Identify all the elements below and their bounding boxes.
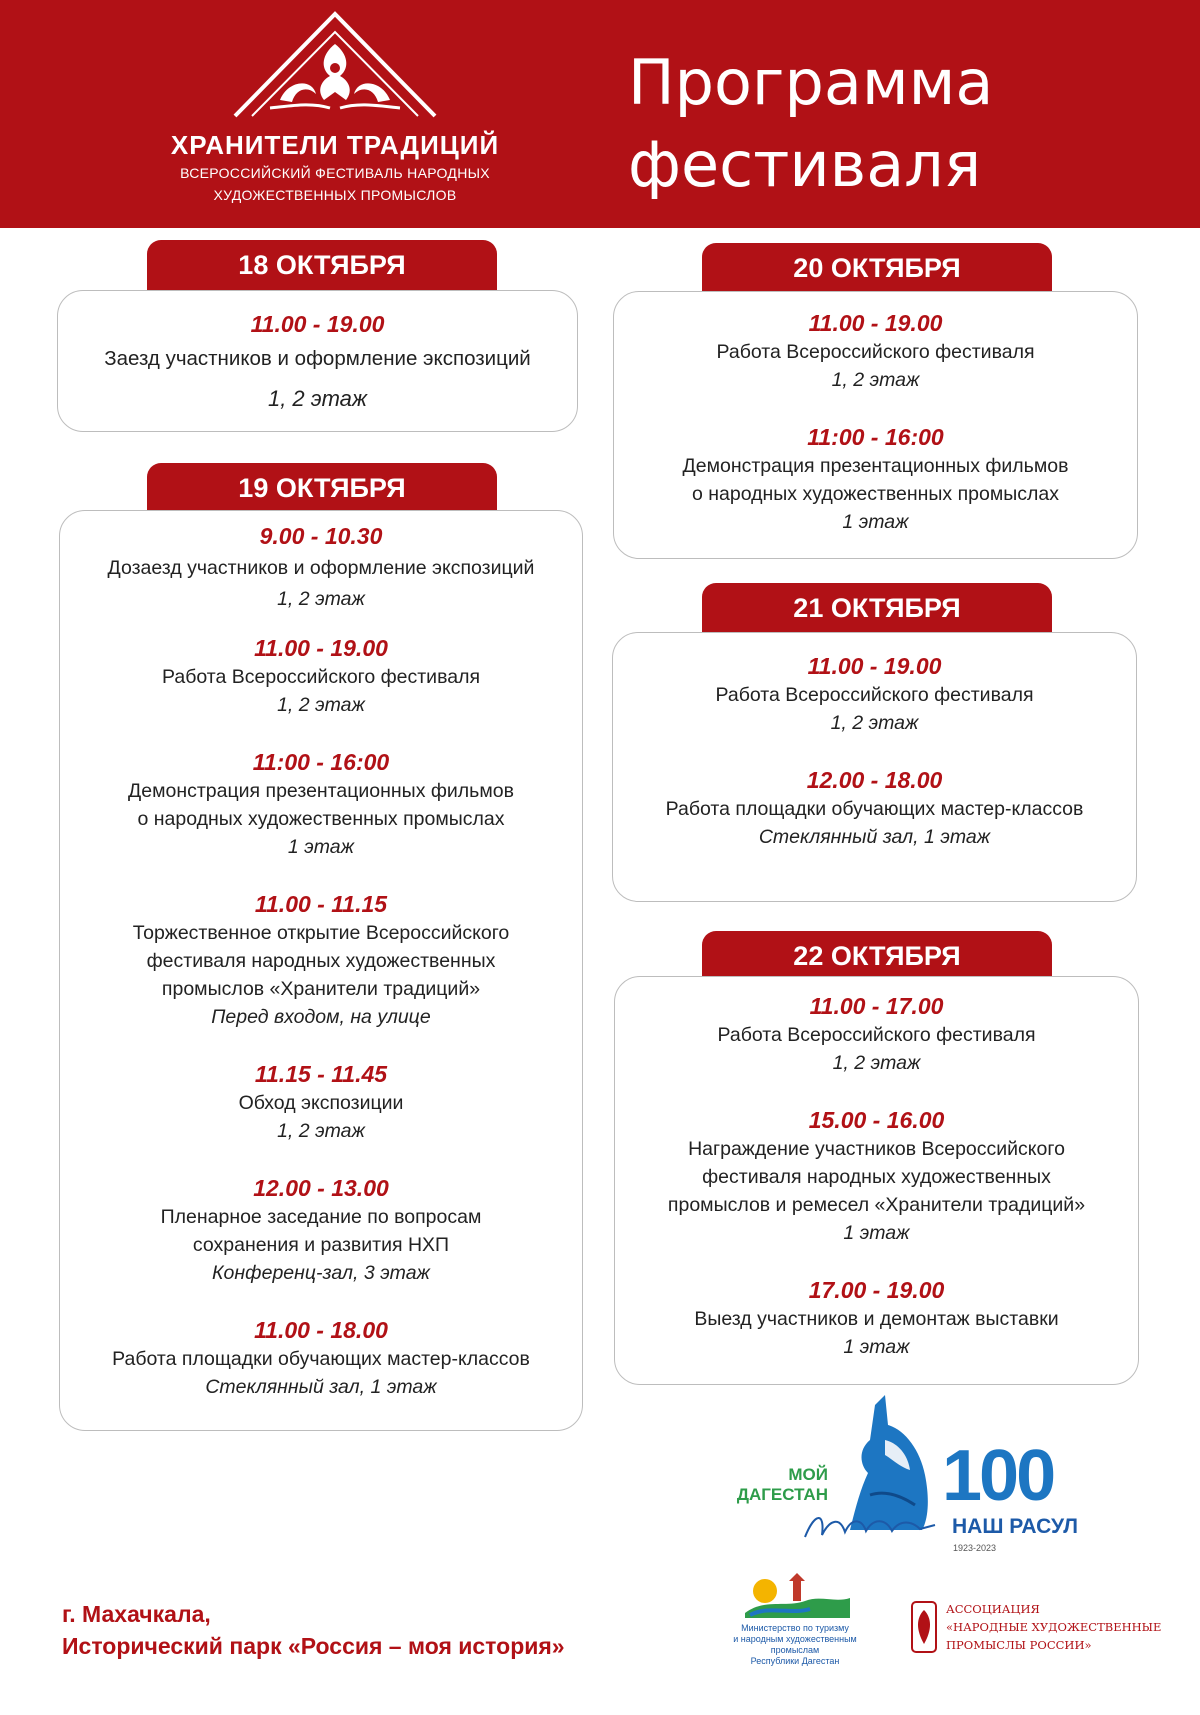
day-card-22: [614, 976, 1139, 1385]
event-item: [58, 309, 577, 419]
event-item: [613, 651, 1136, 737]
moy-dagestan-label: [730, 1465, 828, 1505]
event-item: [615, 1105, 1138, 1247]
event-item: [60, 521, 582, 613]
event-item: [60, 633, 582, 719]
event-item: [60, 889, 582, 1031]
event-description: Награждение участников Всероссийского: [688, 1138, 1065, 1160]
event-description: Заезд участников и оформление экспозиций: [104, 347, 531, 370]
event-time: 11.00 - 11.15: [254, 891, 388, 917]
event-place: 1 этаж: [842, 511, 909, 533]
page-title-line: фестиваля: [628, 128, 982, 201]
logo-subtitle: [150, 162, 520, 206]
event-description: Работа Всероссийского фестиваля: [715, 684, 1034, 706]
event-description: фестиваля народных художественных: [702, 1166, 1051, 1188]
event-description: Работа Всероссийского фестиваля: [161, 666, 481, 688]
event-time: 11.00 - 17.00: [809, 993, 944, 1019]
event-place: 1, 2 этаж: [277, 694, 365, 716]
day-tab-22: 22 ОКТЯБРЯ: [702, 931, 1052, 981]
event-time: 11:00 - 16:00: [252, 749, 390, 775]
day-card-18: [57, 290, 578, 432]
association-line: «НАРОДНЫЕ ХУДОЖЕСТВЕННЫЕ: [946, 1620, 1162, 1634]
event-description: сохранения и развития НХП: [192, 1234, 450, 1256]
day-tab-20: 20 ОКТЯБРЯ: [702, 243, 1052, 293]
day-card-20: [613, 291, 1138, 559]
event-description: Дозаезд участников и оформление экспозиций: [107, 557, 535, 579]
association-logo: [908, 1598, 1198, 1658]
venue-label: Исторический парк «Россия – моя история»: [62, 1633, 565, 1659]
event-description: Работа площадки обучающих мастер-классов: [665, 798, 1084, 820]
dagestan-label: ДАГЕСТАН: [736, 1485, 828, 1504]
event-place: 1, 2 этаж: [830, 712, 919, 734]
event-item: [615, 1275, 1138, 1361]
day-card-21: [612, 632, 1137, 902]
event-time: 12.00 - 13.00: [253, 1175, 389, 1201]
venue-address: [62, 1598, 565, 1662]
association-text: [946, 1600, 1161, 1654]
association-emblem-icon: [910, 1600, 938, 1654]
event-item: [60, 747, 582, 861]
event-place: 1 этаж: [287, 836, 355, 858]
event-description: Работа Всероссийского фестиваля: [717, 1024, 1036, 1046]
event-description: Торжественное открытие Всероссийского: [132, 922, 510, 944]
ornament-roof-icon: [230, 10, 440, 122]
day-tab-18: 18 ОКТЯБРЯ: [147, 240, 497, 290]
ministry-line: Министерство по туризму: [741, 1623, 849, 1633]
moy-label: МОЙ: [788, 1465, 828, 1484]
rasul-100-logo: [730, 1395, 1090, 1560]
event-place: 1 этаж: [843, 1336, 910, 1358]
event-description: о народных художественных промыслах: [692, 483, 1059, 505]
logo-subtitle-line: ВСЕРОССИЙСКИЙ ФЕСТИВАЛЬ НАРОДНЫХ: [180, 165, 490, 181]
logo-subtitle-line: ХУДОЖЕСТВЕННЫХ ПРОМЫСЛОВ: [213, 187, 457, 203]
event-time: 11.00 - 18.00: [254, 1317, 388, 1343]
signature-icon: [800, 1507, 940, 1547]
day-tab-19: 19 ОКТЯБРЯ: [147, 463, 497, 513]
ministry-emblem-icon: [735, 1573, 855, 1623]
event-description: Работа Всероссийского фестиваля: [716, 341, 1035, 363]
ministry-line: промыслам: [770, 1645, 820, 1655]
event-item: [613, 765, 1136, 851]
event-description: Пленарное заседание по вопросам: [160, 1206, 482, 1228]
ministry-text: [720, 1623, 870, 1667]
event-description: о народных художественных промыслах: [137, 808, 505, 830]
city-label: г. Махачкала,: [62, 1601, 211, 1627]
event-place: 1, 2 этаж: [277, 1120, 365, 1142]
event-description: Демонстрация презентационных фильмов: [128, 780, 514, 802]
event-place: Конференц-зал, 3 этаж: [212, 1262, 430, 1284]
event-time: 17.00 - 19.00: [808, 1277, 945, 1303]
event-item: [614, 308, 1137, 394]
logo-title: ХРАНИТЕЛИ ТРАДИЦИЙ: [170, 130, 500, 160]
event-time: 11.15 - 11.45: [254, 1061, 388, 1087]
rasul-100-number: 100: [942, 1436, 1054, 1516]
ministry-logo: [720, 1573, 870, 1668]
event-place: 1, 2 этаж: [267, 386, 368, 411]
event-place: 1, 2 этаж: [832, 1052, 921, 1074]
event-time: 9.00 - 10.30: [259, 523, 383, 549]
ministry-line: и народным художественным: [733, 1634, 857, 1644]
association-line: ПРОМЫСЛЫ РОССИИ»: [946, 1638, 1092, 1652]
event-place: 1, 2 этаж: [277, 588, 365, 610]
event-place: Стеклянный зал, 1 этаж: [205, 1376, 437, 1398]
event-item: [614, 422, 1137, 536]
event-time: 11.00 - 19.00: [807, 653, 942, 679]
event-item: [60, 1315, 582, 1401]
event-time: 15.00 - 16.00: [808, 1107, 945, 1133]
header-banner: [0, 0, 1200, 228]
page-title: [628, 42, 993, 206]
rasul-years: 1923-2023: [953, 1543, 997, 1553]
day-tab-21: 21 ОКТЯБРЯ: [702, 583, 1052, 633]
event-description: Обход экспозиции: [238, 1092, 404, 1114]
event-time: 11.00 - 19.00: [250, 311, 385, 337]
event-description: промыслов «Хранители традиций»: [161, 978, 481, 1000]
ministry-line: Республики Дагестан: [750, 1656, 840, 1666]
event-description: Демонстрация презентационных фильмов: [682, 455, 1069, 477]
event-description: Выезд участников и демонтаж выставки: [694, 1308, 1059, 1330]
event-time: 11.00 - 19.00: [254, 635, 388, 661]
event-time: 11:00 - 16:00: [807, 424, 944, 450]
event-time: 11.00 - 19.00: [808, 310, 943, 336]
festival-logo: [150, 10, 520, 210]
event-description: промыслов и ремесел «Хранители традиций»: [667, 1194, 1086, 1216]
event-place: 1, 2 этаж: [831, 369, 920, 391]
event-time: 12.00 - 18.00: [806, 767, 943, 793]
event-item: [60, 1059, 582, 1145]
association-line: АССОЦИАЦИЯ: [946, 1602, 1040, 1616]
event-description: Работа площадки обучающих мастер-классов: [112, 1348, 530, 1370]
event-item: [615, 991, 1138, 1077]
event-description: фестиваля народных художественных: [146, 950, 496, 972]
event-place: Перед входом, на улице: [211, 1006, 431, 1028]
event-item: [60, 1173, 582, 1287]
event-place: Стеклянный зал, 1 этаж: [758, 826, 991, 848]
nash-rasul-label: НАШ РАСУЛ: [952, 1515, 1078, 1538]
page-title-line: Программа: [628, 46, 994, 119]
event-place: 1 этаж: [843, 1222, 910, 1244]
day-card-19: [59, 510, 583, 1431]
